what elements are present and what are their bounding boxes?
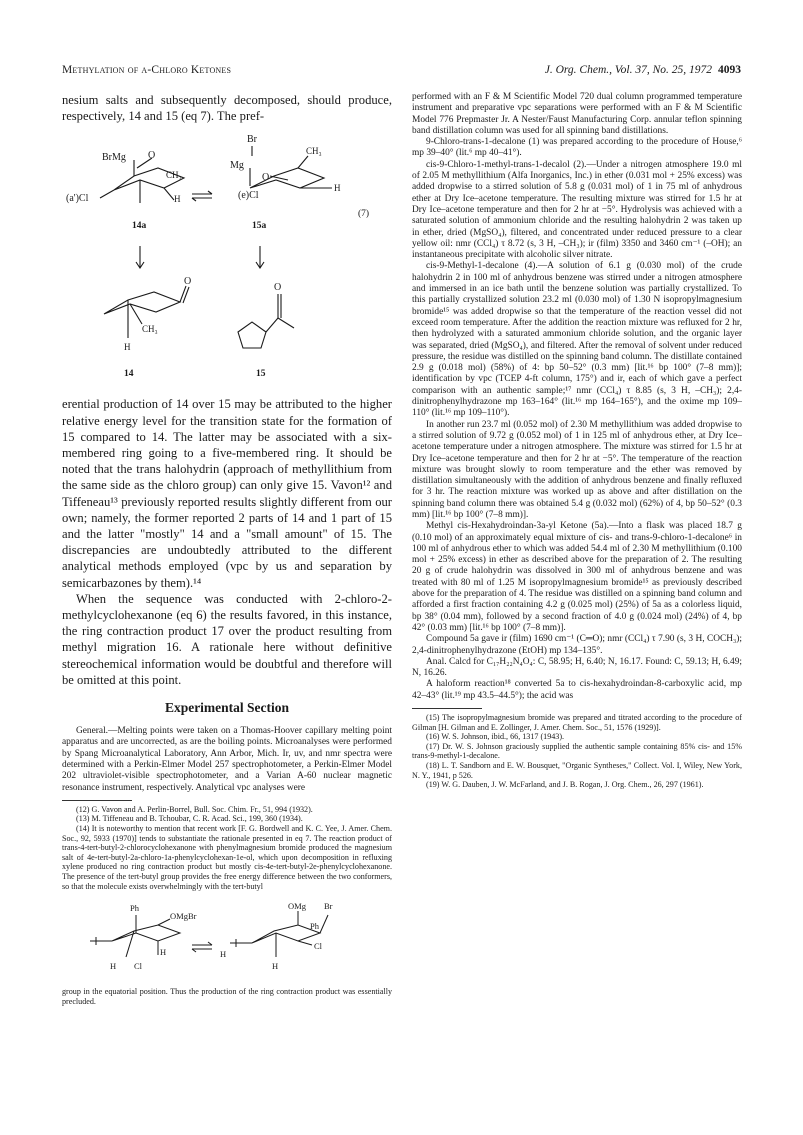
label-ph2: Ph bbox=[310, 921, 319, 932]
footnote-continuation: group in the equatorial position. Thus the production of the ring contraction product was essentially precluded. bbox=[62, 987, 392, 1006]
label-cl2: Cl bbox=[314, 941, 323, 952]
paragraph: erential production of 14 over 15 may be attributed to the higher relative energy level for the transition state for the formation of 15 compared to 14. The latter may be associated with a six-membered ring going to a five-membered ring. It should be noted that the trans halohydrin (approach of methyllithium from the same side as the chloro group) can only give 15. Vavon¹² and Tiffeneau¹³ previously reported results slightly different from our own; namely, the former reported 2 parts of 14 and 1 part of 15 and the latter "mostly" 14 and a "small amount" of 15. The discrepancies are undoubtedly attributed to the different analytical methods employed (vpc by us and separation by semicarbazones by them).¹⁴ bbox=[62, 397, 392, 590]
footnote: (18) L. T. Sandborn and E. W. Bousquet, "Organic Syntheses," Collect. Vol. I, Wiley, New York, N. Y., 1941, p 526. bbox=[412, 761, 742, 780]
label-omgbr: OMgBr bbox=[170, 911, 197, 922]
label-15: 15 bbox=[256, 369, 266, 380]
footnote: (19) W. G. Dauben, J. W. McFarland, and J. B. Rogan, J. Org. Chem., 26, 297 (1961). bbox=[426, 780, 704, 790]
journal-citation: J. Org. Chem., Vol. 37, No. 25, 1972 bbox=[544, 64, 712, 76]
paragraph: In another run 23.7 ml (0.052 mol) of 2.30 M methyllithium was added dropwise to a stirred solution of 9.72 g (0.052 mol) of 1 in 125 ml of anhydrous ether, at Dry Ice–acetone temperature under a nitrogen atmosphere. The mixture was stirred for 1.5 hr at Dry Ice–acetone temperature and then for 2 hr at −5°. The temperature of the reaction mixture was brought slowly to room temperature and the ether was removed by distillation simultaneously with the addition of anhydrous benzene and finally refluxed for 3 hr. The reaction mixture was worked up as above and after distillation on the spinning band column there was obtained 5.4 g (0.032 mol) (62%) of 4, bp 50–52° (0.3 mm) [lit.¹⁶ bp 100° (7–8 mm)]. bbox=[412, 419, 742, 520]
label-h2: H bbox=[334, 183, 341, 194]
paragraph: nesium salts and subsequently decomposed, should produce, respectively, 14 and 15 (eq 7). The pref- bbox=[62, 93, 392, 124]
footnote: (17) Dr. W. S. Johnson graciously supplied the authentic sample containing 85% cis- and 15% trans-9-methyl-1-decalone. bbox=[412, 741, 742, 761]
paragraph: Methyl cis-Hexahydroindan-3a-yl Ketone (5a).—Into a flask was placed 18.7 g (0.10 mol) of an approximately equal mixture of cis- and trans-9-chloro-1-decalone⁶ in 100 ml of anhydrous ether to which was added 54.4 ml of 2.30 M methyllithium (0.100 mol + 25% excess) in ether as described above for the preparation of 2. The resulting 20 g of crude halohydrin was dissolved in 300 ml of anhydrous benzene and was treated with 80 ml of 1.25 M isopropylmagnesium bromide¹⁵ as previously described above for the preparation of 4. The residue was distilled on a spinning band column and afforded a first fraction containing 4.2 g (0.025 mol) (25%) of 5a as a colorless liquid, bp 38° (0.04 mm), followed by a second fraction of 4.0 g (0.024 mol) (24%) of 4, bp 42° (0.03 mm) [lit.¹⁶ bp 100° (7–8 mm)]. bbox=[412, 521, 742, 633]
label-o3: O bbox=[184, 276, 192, 288]
footnote: (12) G. Vavon and A. Perlin-Borrel, Bull. Soc. Chim. Fr., 51, 994 (1932). bbox=[76, 804, 313, 814]
label-h-d: H bbox=[272, 961, 279, 972]
footnote: (13) M. Tiffeneau and B. Tchoubar, C. R. Acad. Sci., 199, 360 (1934). bbox=[76, 814, 303, 824]
paragraph: Anal. Calcd for C₁₇H₂₂N₄O₄: C, 58.95; H, 6.40; N, 16.17. Found: C, 59.13; H, 6.49; N, 16.26. bbox=[412, 656, 742, 679]
label-ch3-2: CH₃ bbox=[306, 146, 322, 157]
paragraph: A haloform reaction¹⁸ converted 5a to cis-hexahydroindan-8-carboxylic acid, mp 42–43° (lit.¹⁹ mp 43.5–44.5°); the acid was bbox=[412, 679, 742, 701]
paragraph: Compound 5a gave ir (film) 1690 cm⁻¹ (C═O); nmr (CCl₄) τ 7.90 (s, 3 H, COCH₃); 2,4-dinitrophenylhydrazone (EtOH) mp 134–135°. bbox=[412, 634, 742, 656]
paragraph: General.—Melting points were taken on a Thomas-Hoover capillary melting point apparatus and are uncorrected, as are the boiling points. Microanalyses were performed by Spang Microanalytical Laboratory, Ann Arbor, Mich. Ir, uv, and nmr spectra were determined with a Perkin-Elmer Model 257 spectrophotometer, a Perkin-Elmer Model 202 ultraviolet-visible spectrophotometer, and a Varian A-60 nuclear magnetic resonance instrument, respectively. Analytical vpc analyses were bbox=[62, 726, 392, 793]
paragraph: cis-9-Chloro-1-methyl-trans-1-decalol (2).—Under a nitrogen atmosphere 19.0 ml of 2.05 M methyllithium (Alfa Inorganics, Inc.) in ether (0.031 mol + 25% excess) was added dropwise to a stirred solution of 5.8 g (0.031 mol) of 1 in 75 ml of anhydrous ether at Dry Ice–acetone temperature. The resulting mixture was stirred for 1.5 hr at Dry Ice–acetone temperature and then for 2 hr at −5°. Hydrolysis was achieved with a saturated solution of ammonium chloride and the resulting halohydrin 2 was taken up in ether, dried (MgSO₄), filtered, and concentrated under reduced pressure to a clear yellow oil: nmr (CCl₄) τ 8.72 (s, 3 H, –CH₃); ir (film) 3350 and 3460 cm⁻¹ (–OH); an instantaneous precipitate with alcoholic silver nitrate. bbox=[412, 159, 742, 261]
label-o4: O bbox=[274, 282, 282, 294]
running-head bbox=[62, 64, 741, 80]
label-h3: H bbox=[124, 342, 131, 353]
paragraph: 9-Chloro-trans-1-decalone (1) was prepared according to the procedure of House,⁶ mp 39–40° (lit.⁶ mp 40–41°). bbox=[412, 137, 742, 159]
label-h1: H bbox=[174, 194, 181, 205]
label-o1: O bbox=[148, 150, 156, 162]
label-h-c: H bbox=[220, 949, 227, 960]
equation-number: (7) bbox=[358, 209, 370, 220]
label-15a: 15a bbox=[252, 221, 267, 232]
label-omg: OMg bbox=[288, 901, 306, 912]
paragraph: When the sequence was conducted with 2-chloro-2-methylcyclohexanone (eq 6) the results favored, in this instance, the ring contraction product 17 over the product resulting from methyl migration 16. A rationale here without definitive stereochemical information would be doubtful and therefore will be omitted at this point. bbox=[62, 591, 392, 687]
label-14a: 14a bbox=[132, 221, 147, 232]
left-column bbox=[62, 92, 392, 1006]
footnote-scheme-svg bbox=[62, 897, 392, 983]
reaction-scheme-eq7 bbox=[62, 128, 392, 390]
page-number: 4093 bbox=[718, 64, 741, 76]
label-mg: Mg bbox=[230, 160, 244, 172]
label-ecl: (e)Cl bbox=[238, 190, 259, 202]
ring-15 bbox=[238, 322, 266, 348]
footnote: (14) It is noteworthy to mention that recent work [F. G. Bordwell and K. C. Yee, J. Amer. Chem. Soc., 92, 5933 (1970)] tends to substantiate the rationale presented in eq 7. The reaction product of trans-4-tert-butyl-2-chlorocyclohexanone with phenylmagnesium bromide produced the magnesium salt of 4e-tert-butyl-2a-chloro-1a-phenylcyclohexan-1e-ol, which upon decomposition in refluxing xylene produced no ring contraction product but mostly cis-4e-tert-butyl-2e-phenylcyclohexanone. The presence of the tert-butyl group provides the free energy difference between the two conformers, so that the molecule exists overwhelmingly with the tert-butyl bbox=[62, 824, 392, 891]
footnote: (15) The isopropylmagnesium bromide was prepared and titrated according to the procedure of Gilman [H. Gilman and E. Zollinger, J. Amer. Chem. Soc., 51, 1576 (1929)]. bbox=[412, 713, 742, 732]
footnote: (16) W. S. Johnson, ibid., 66, 1317 (1943). bbox=[426, 732, 565, 742]
label-o2: O bbox=[262, 172, 270, 184]
label-br: Br bbox=[247, 134, 257, 146]
paragraph: cis-9-Methyl-1-decalone (4).—A solution of 6.1 g (0.030 mol) of the crude halohydrin 2 in 100 ml of anhydrous benzene was stirred under a nitrogen atmosphere and immersed in an ice bath until the benzene solution was partially crystallized. To this partially crystallized solution 23.2 ml (0.030 mol) of 1.30 N isopropylmagnesium bromide¹⁵ was added dropwise so that the temperature of the reaction vessel did not exceed room temperature. After the addition the reaction mixture was refluxed for 2 hr, then hydrolyzed with a saturated ammonium chloride solution, and the organic layer was separated, dried (MgSO₄), and filtered. After the removal of solvent under reduced pressure, the residue was distilled on the spinning band column. The distillate contained 2.9 g (0.018 mol) (58%) of 4: bp 50–52° (0.3 mm) [lit.¹⁶ bp 100° (7–8 mm)]; identification by vpc (TCEP 4-ft column, 175°) and ir, each of which gave a perfect comparison with an authentic sample;¹⁷ nmr (CCl₄) τ 8.85 (s, 3 H, –CH₃); 2,4-dinitrophenylhydrazone mp 163–164° (lit.¹⁶ mp 164–165°), and the oxime mp 109–110° (lit.¹⁶ mp 109–110°). bbox=[412, 261, 742, 419]
label-ch3-3: CH₃ bbox=[142, 324, 158, 335]
scheme-svg bbox=[62, 128, 392, 390]
right-column bbox=[412, 92, 742, 790]
label-h-b: H bbox=[110, 961, 117, 972]
footnote-rule bbox=[412, 708, 482, 709]
label-br2: Br bbox=[324, 901, 333, 912]
section-heading: Experimental Section bbox=[164, 700, 290, 716]
label-ph1: Ph bbox=[130, 903, 139, 914]
footnote-rule bbox=[62, 800, 132, 801]
ring-14 bbox=[104, 292, 180, 314]
running-head-title: Methylation of α-Chloro Ketones bbox=[62, 64, 232, 76]
paragraph: performed with an F & M Scientific Model 720 dual column programmed temperature instrument and preparative vpc separations were performed with an F & M Scientific Model 776 Prepmaster Jr. A Nester/Faust Manufacturing Corp. annular teflon spinning band distillation column was used for all spinning band distillations. bbox=[412, 92, 742, 136]
label-brmg: BrMg bbox=[102, 152, 126, 164]
label-acl: (a')Cl bbox=[66, 193, 89, 205]
label-cl1: Cl bbox=[134, 961, 143, 972]
label-ch3-1: CH₃ bbox=[166, 170, 182, 181]
running-head-journal bbox=[545, 64, 741, 76]
label-14: 14 bbox=[124, 369, 134, 380]
label-h-a: H bbox=[160, 947, 167, 958]
footnote-scheme bbox=[62, 897, 392, 983]
